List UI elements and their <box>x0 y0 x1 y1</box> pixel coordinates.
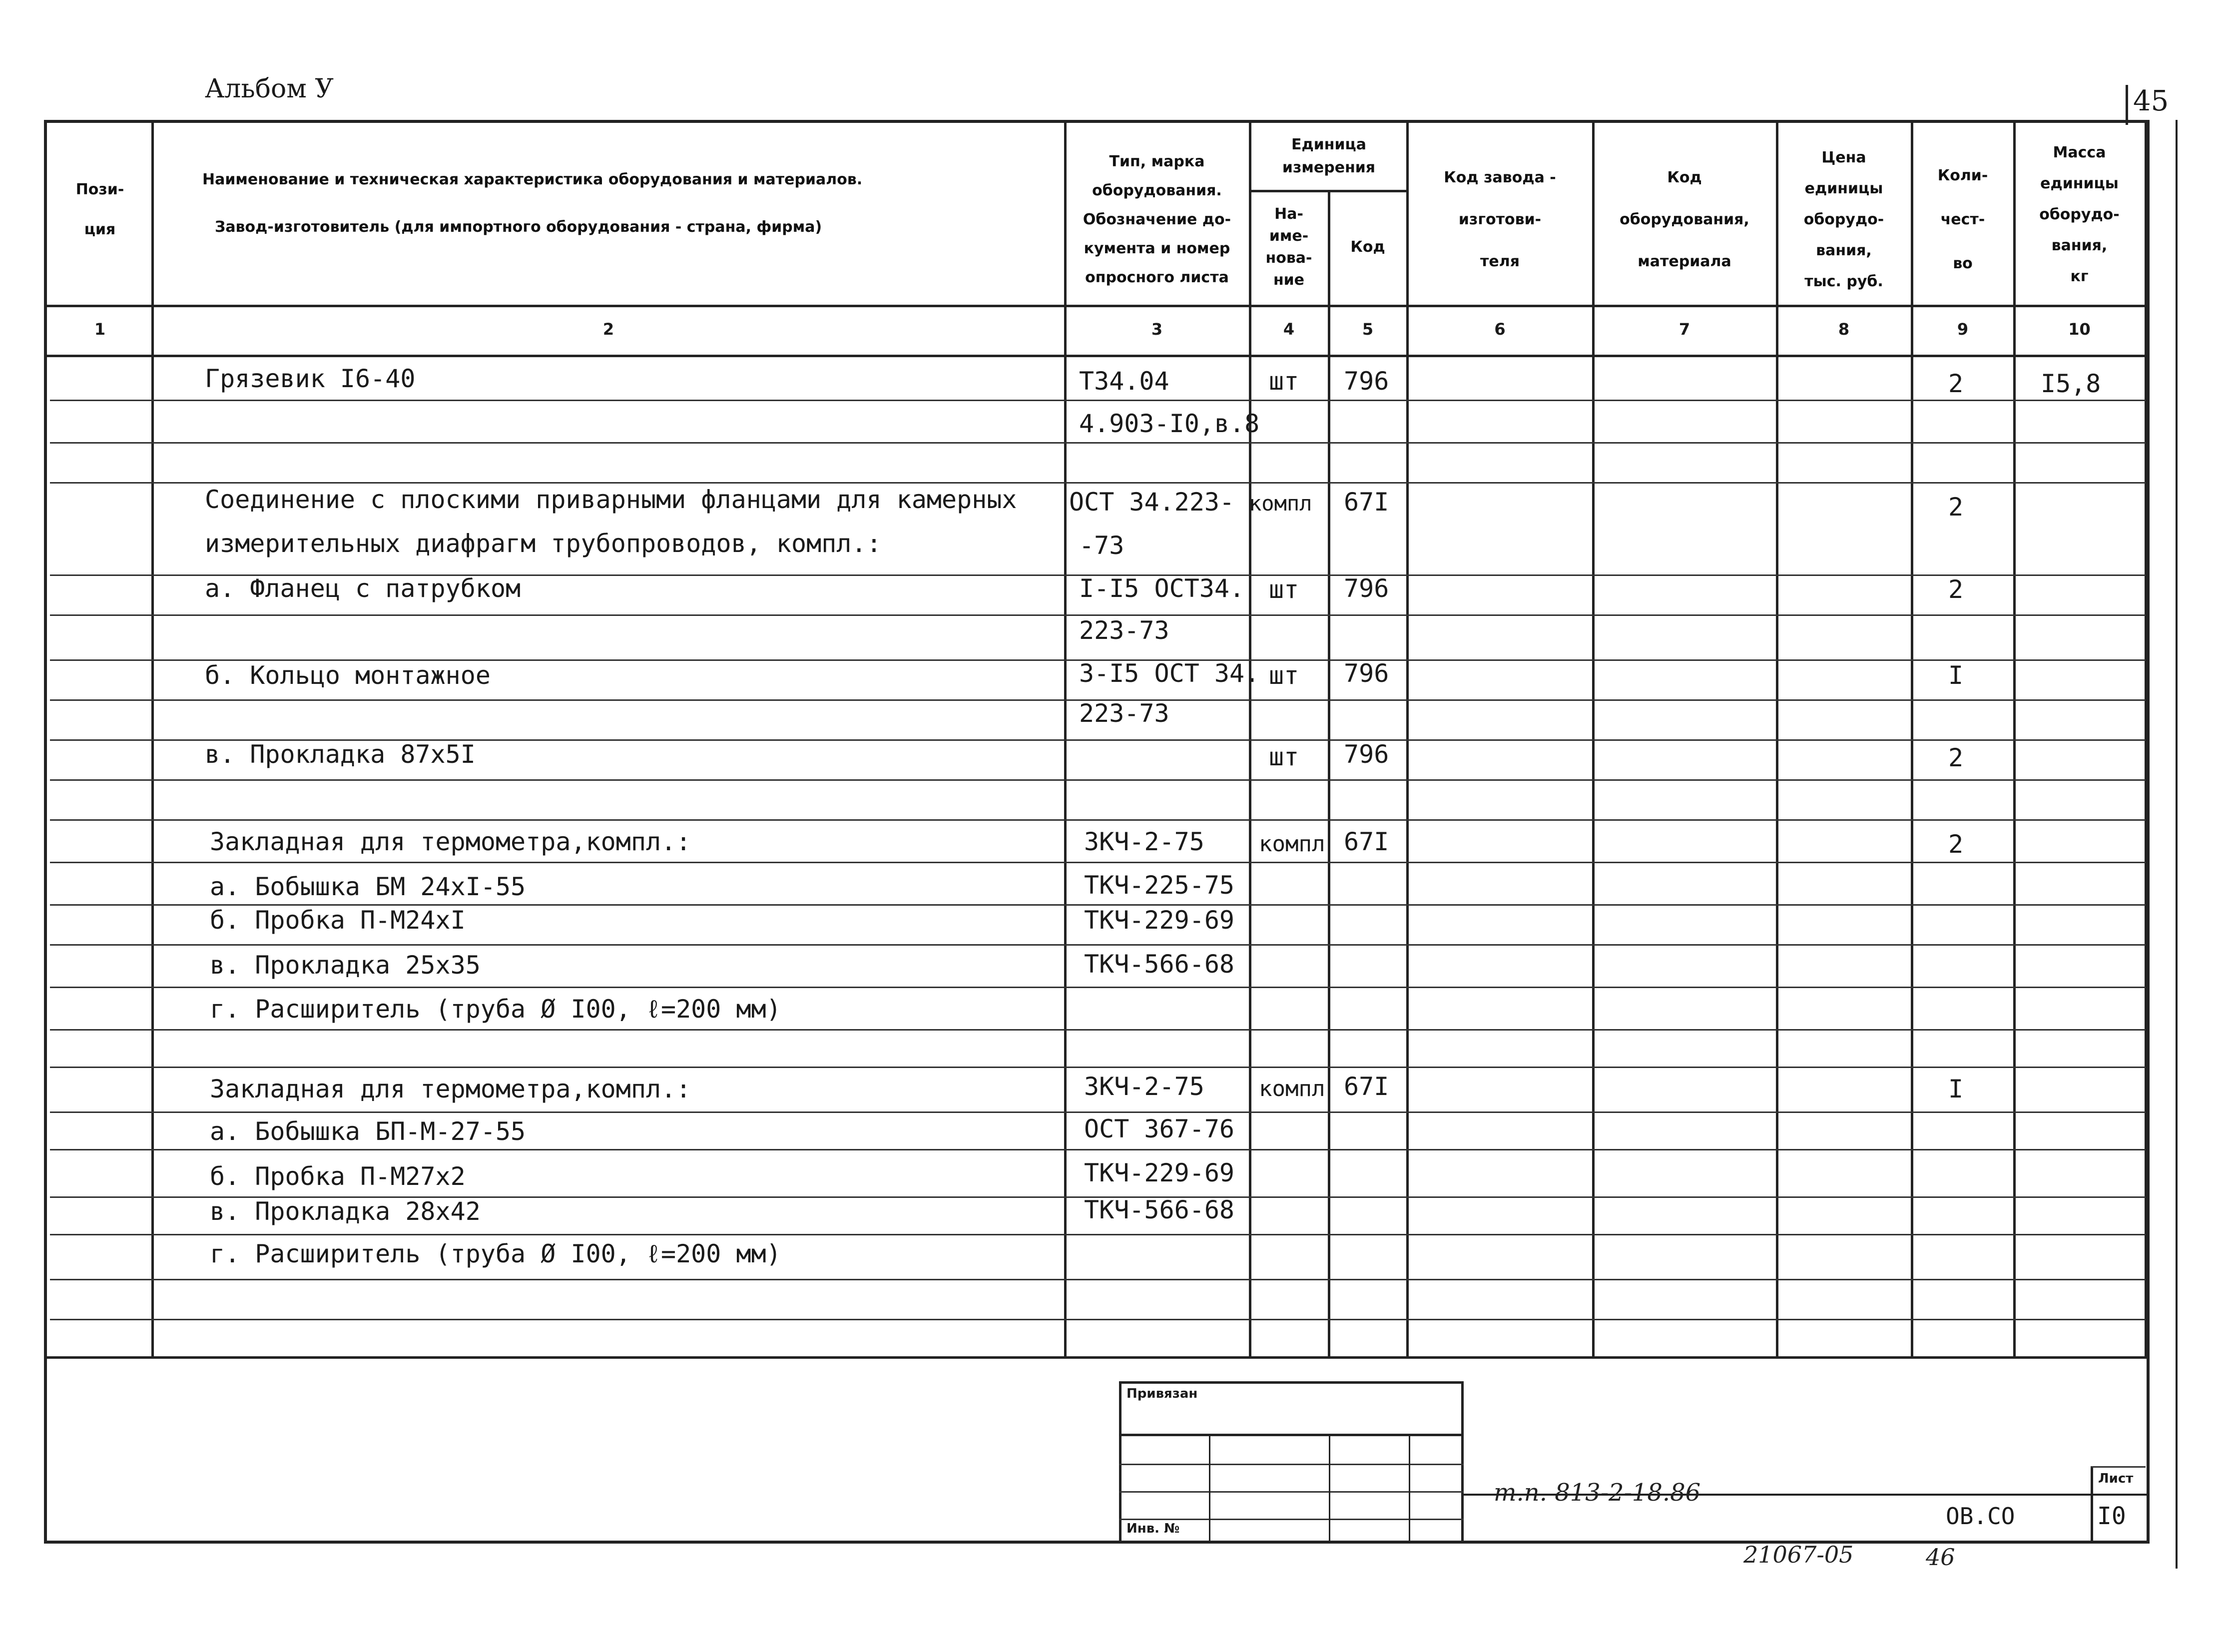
row-unit: шт <box>1269 575 1299 604</box>
row-name: б. Пробка П-М24хI <box>210 906 466 935</box>
row-name: а. Фланец с патрубком <box>205 574 521 603</box>
row-type: 223-73 <box>1079 699 1169 728</box>
row-line <box>50 1067 2146 1068</box>
header-position: Пози- ция <box>75 181 124 238</box>
row-type: ТКЧ-229-69 <box>1084 1158 1235 1187</box>
header-mass: Масса единицы оборудо- вания, кг <box>2039 144 2120 285</box>
header-quantity: Коли- чест- во <box>1937 167 1988 272</box>
row-unit: шт <box>1269 367 1299 396</box>
row-line <box>50 944 2146 946</box>
stamp-line <box>1119 1434 1464 1436</box>
row-qty: 2 <box>1948 575 1964 604</box>
row-line <box>50 1234 2146 1235</box>
row-qty: I <box>1948 661 1964 690</box>
right-margin-line <box>2176 120 2178 1569</box>
row-line <box>50 482 2146 484</box>
sheet-number: I0 <box>2097 1502 2126 1530</box>
row-code: 67I <box>1344 827 1389 856</box>
row-line <box>50 819 2146 821</box>
header-equipment-code: Код оборудования, материала <box>1620 169 1749 270</box>
sheet-label: Лист <box>2098 1471 2134 1486</box>
colnum-10: 10 <box>2068 320 2091 339</box>
header-price: Цена единицы оборудо- вания, тыс. руб. <box>1803 149 1884 290</box>
row-line <box>50 862 2146 863</box>
colnum-6: 6 <box>1494 320 1506 339</box>
stamp-line <box>1119 1464 1464 1465</box>
row-line <box>50 1149 2146 1150</box>
row-type: ТКЧ-229-69 <box>1084 906 1235 935</box>
row-type: ОСТ 367-76 <box>1084 1114 1235 1143</box>
row-name: Закладная для термометра,компл.: <box>210 1075 691 1103</box>
row-line <box>50 1319 2146 1320</box>
archive-sheet: 46 <box>1926 1544 1955 1571</box>
row-mass: I5,8 <box>2041 369 2101 398</box>
stamp-divider <box>1409 1434 1410 1544</box>
stamp-divider <box>1329 1434 1330 1544</box>
page-number-divider <box>2126 85 2128 125</box>
row-unit: компл <box>1259 831 1325 857</box>
row-qty: 2 <box>1948 743 1964 772</box>
row-type: 4.903-I0,в.8 <box>1079 409 1260 438</box>
stamp-divider <box>1209 1434 1210 1544</box>
row-line <box>50 1029 2146 1031</box>
colnum-5: 5 <box>1362 320 1374 339</box>
colnum-9: 9 <box>1957 320 1969 339</box>
sheet-divider <box>2091 1466 2093 1544</box>
row-name: б. Кольцо монтажное <box>205 661 491 690</box>
row-line <box>50 987 2146 988</box>
row-name: измерительных диафрагм трубопроводов, компл.: <box>205 529 882 558</box>
col-line-4 <box>1328 190 1330 1356</box>
row-unit: шт <box>1269 742 1299 771</box>
row-line <box>50 1111 2146 1113</box>
row-name: Закладная для термометра,компл.: <box>210 827 691 856</box>
row-code: 67I <box>1344 1072 1389 1101</box>
row-line <box>50 400 2146 401</box>
colnum-3: 3 <box>1151 320 1163 339</box>
colnum-2: 2 <box>602 320 614 339</box>
row-type: 223-73 <box>1079 616 1169 645</box>
header-bottom-line <box>44 305 2147 307</box>
row-type: I-I5 ОСТ34. <box>1079 574 1245 603</box>
row-line <box>50 779 2146 781</box>
row-type: 3-I5 ОСТ 34. <box>1079 659 1260 688</box>
row-code: 796 <box>1344 740 1389 769</box>
stamp-line <box>1119 1519 1464 1520</box>
row-name: г. Расширитель (труба Ø I00, ℓ=200 мм) <box>210 1239 781 1268</box>
colnum-4: 4 <box>1283 320 1295 339</box>
row-unit: компл <box>1249 491 1312 516</box>
stamp-applied-label: Привязан <box>1126 1386 1198 1401</box>
row-name: а. Бобышка БП-М-27-55 <box>210 1117 526 1146</box>
row-type: ОСТ 34.223- <box>1069 488 1235 517</box>
header-unit-name: На- име- нова- ние <box>1265 205 1312 289</box>
colnum-1: 1 <box>94 320 106 339</box>
section-code: ОВ.СО <box>1946 1503 2015 1530</box>
row-type: ТКЧ-566-68 <box>1084 1195 1235 1224</box>
header-unit-group: Единица измерения <box>1282 135 1376 176</box>
row-code: 796 <box>1344 659 1389 688</box>
row-type: -73 <box>1079 531 1124 560</box>
row-name: в. Прокладка 28х42 <box>210 1197 481 1226</box>
project-code: т.п. 813-2-18.86 <box>1494 1479 1701 1507</box>
row-name: в. Прокладка 87х5I <box>205 740 476 769</box>
page-number: 45 <box>2133 85 2169 117</box>
colnum-bottom-line <box>44 355 2147 357</box>
row-code: 796 <box>1344 367 1389 396</box>
row-type: ТКЧ-566-68 <box>1084 950 1235 979</box>
row-name: г. Расширитель (труба Ø I00, ℓ=200 мм) <box>210 995 781 1024</box>
row-name: в. Прокладка 25х35 <box>210 951 481 980</box>
row-name: а. Бобышка БМ 24хI-55 <box>210 872 526 901</box>
row-type: ЗКЧ-2-75 <box>1084 827 1204 856</box>
sheet-line <box>2091 1466 2146 1468</box>
header-name-line2: Завод-изготовитель (для импортного оборудования - страна, фирма) <box>215 218 822 236</box>
header-name-line1: Наименование и техническая характеристика оборудования и материалов. <box>202 171 863 188</box>
row-line <box>50 1279 2146 1280</box>
archive-number: 21067-05 <box>1743 1541 1854 1568</box>
table-bottom-line <box>44 1356 2147 1359</box>
colnum-8: 8 <box>1838 320 1850 339</box>
row-line <box>50 442 2146 444</box>
header-type: Тип, марка оборудования. Обозначение до- кумента и номер опросного листа <box>1083 153 1231 286</box>
row-qty: I <box>1948 1075 1964 1103</box>
stamp-inv-label: Инв. № <box>1126 1521 1180 1536</box>
row-name: Соединение с плоскими приварными фланцами для камерных <box>205 485 1017 514</box>
album-title: Альбом У <box>205 74 334 104</box>
stamp-line <box>1119 1491 1464 1493</box>
row-unit: компл <box>1259 1076 1325 1101</box>
header-unit-code: Код <box>1350 238 1385 256</box>
row-type: ЗКЧ-2-75 <box>1084 1072 1204 1101</box>
row-name: б. Пробка П-М27х2 <box>210 1162 466 1191</box>
row-name: Грязевик I6-40 <box>205 364 416 393</box>
row-code: 796 <box>1344 574 1389 603</box>
colnum-7: 7 <box>1678 320 1690 339</box>
header-maker-code: Код завода - изготови- теля <box>1444 169 1556 270</box>
row-unit: шт <box>1269 661 1299 690</box>
row-type: Т34.04 <box>1079 367 1169 396</box>
row-qty: 2 <box>1948 830 1964 859</box>
row-type: ТКЧ-225-75 <box>1084 871 1235 900</box>
row-code: 67I <box>1344 488 1389 517</box>
row-qty: 2 <box>1948 493 1964 522</box>
row-qty: 2 <box>1948 369 1964 398</box>
